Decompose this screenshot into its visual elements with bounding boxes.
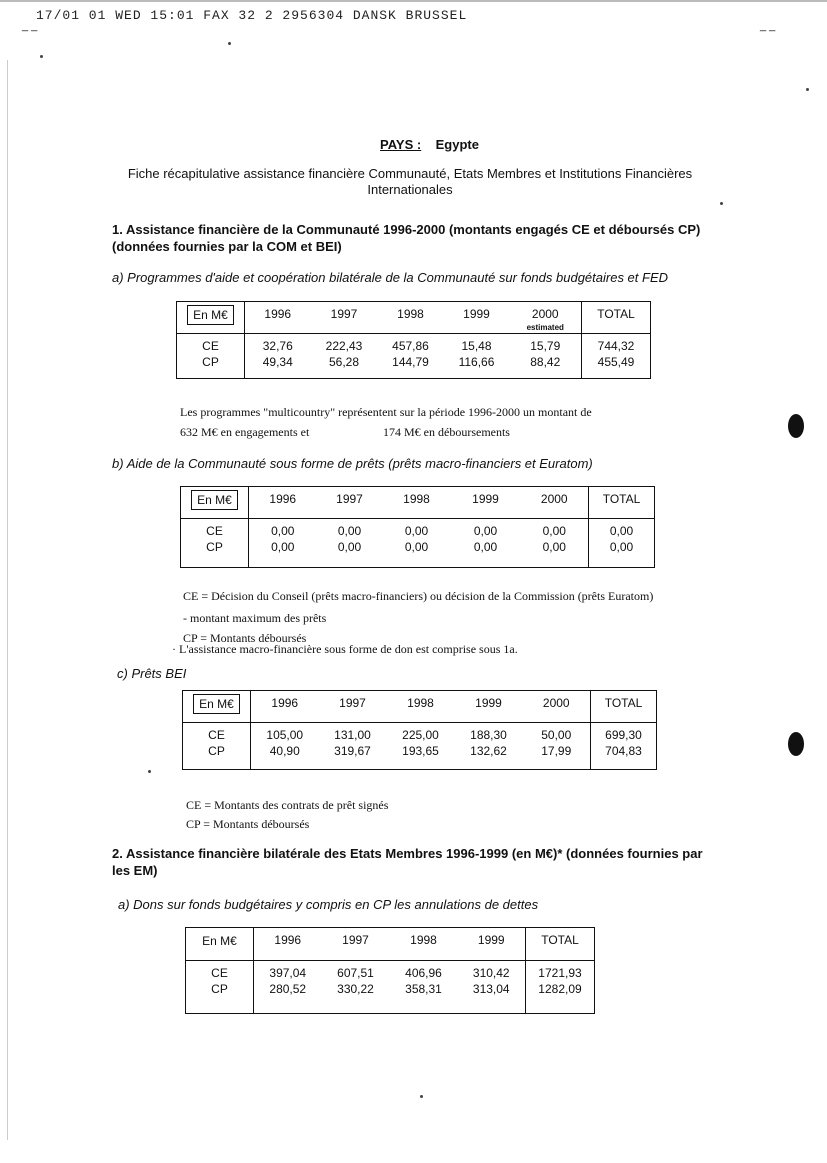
cell-value: 0,00 — [404, 524, 429, 538]
fax-header: 17/01 01 WED 15:01 FAX 32 2 2956304 DANSK BRUSSEL — [36, 8, 468, 23]
year-header: 1998 — [410, 933, 437, 947]
year-header: 1997 — [339, 696, 366, 710]
row-label: CE — [208, 728, 225, 742]
cell-value: 32,76 — [262, 339, 293, 353]
scan-speck — [806, 88, 809, 91]
cell-value: 330,22 — [337, 982, 374, 996]
cell-value: 17,99 — [541, 744, 572, 758]
cell-value: 0,00 — [542, 540, 566, 554]
cell-value: 222,43 — [325, 339, 363, 353]
total-value: 744,32 — [597, 339, 635, 353]
bei-note: CE = Montants des contrats de prêt signés — [186, 798, 389, 812]
cell-value: 280,52 — [269, 982, 307, 996]
section1a-caption: a) Programmes d'aide et coopération bilatérale de la Communauté sur fonds budgétaires et FED — [112, 270, 669, 285]
table-1c — [182, 690, 657, 770]
section1c-caption: c) Prêts BEI — [117, 666, 187, 681]
page-subtitle: Fiche récapitulative assistance financière Communauté, Etats Membres et Institutions Financières Internationales — [127, 166, 693, 197]
total-header: TOTAL — [589, 487, 655, 519]
total-header: TOTAL — [582, 302, 651, 334]
cell-value: 457,86 — [392, 339, 429, 353]
loan-note: · L'assistance macro-financière sous forme de don est comprise sous 1a. — [172, 642, 518, 656]
cell-value: 607,51 — [337, 966, 374, 980]
page-mark-right: _ _ — [760, 20, 776, 32]
cell-value: 0,00 — [271, 524, 295, 538]
cell-value: 313,04 — [472, 982, 510, 996]
cell-value: 144,79 — [392, 355, 429, 369]
hole-punch-mark — [788, 732, 804, 756]
cell-value: 131,00 — [334, 728, 371, 742]
total-value: 1721,93 — [538, 966, 582, 980]
year-header: 1998 — [403, 492, 430, 506]
cell-value: 15,48 — [461, 339, 492, 353]
year-header: 1996 — [271, 696, 299, 710]
cell-value: 56,28 — [328, 355, 360, 369]
table-1b — [180, 486, 655, 568]
cell-value: 49,34 — [262, 355, 293, 369]
multicountry-disbursements: 174 M€ en déboursements — [383, 425, 510, 439]
year-header: 1998 — [407, 696, 434, 710]
cell-value: 0,00 — [542, 524, 566, 538]
cell-value: 88,42 — [530, 355, 561, 369]
cell-value: 193,65 — [402, 744, 439, 758]
total-value: 1282,09 — [538, 982, 582, 996]
year-header: 2000 — [542, 696, 570, 710]
year-header: 1997 — [342, 933, 369, 947]
row-label: CE — [202, 339, 219, 353]
cell-value: 188,30 — [470, 728, 507, 742]
multicountry-note: Les programmes "multicountry" représentent sur la période 1996-2000 un montant de — [180, 405, 592, 419]
cell-value: 406,96 — [405, 966, 442, 980]
year-header: 1999 — [472, 492, 499, 506]
cell-value: 0,00 — [473, 524, 498, 538]
year-header: 1996 — [269, 492, 297, 506]
unit-header: En M€ — [186, 928, 254, 961]
section1b-caption: b) Aide de la Communauté sous forme de prêts (prêts macro-financiers et Euratom) — [112, 456, 593, 471]
bei-note: CP = Montants déboursés — [186, 817, 310, 831]
page-title — [380, 137, 479, 152]
cell-value: 132,62 — [470, 744, 507, 758]
unit-header: En M€ — [181, 487, 249, 519]
cell-value: 310,42 — [472, 966, 510, 980]
hole-punch-mark — [788, 414, 804, 438]
year-header: 1997 — [330, 307, 358, 321]
year-header: 1999 — [463, 307, 490, 321]
loan-note: CE = Décision du Conseil (prêts macro-financiers) ou décision de la Commission (prêts Euratom) — [183, 589, 654, 603]
total-value: 699,30 — [605, 728, 642, 742]
page-mark-left: _ _ — [22, 20, 38, 32]
cell-value: 40,90 — [269, 744, 300, 758]
year-header: 1997 — [336, 492, 363, 506]
total-value: 704,83 — [605, 744, 642, 758]
cell-value: 50,00 — [541, 728, 572, 742]
table-row — [181, 519, 655, 568]
cell-value: 116,66 — [458, 355, 495, 369]
section2-heading: 2. Assistance financière bilatérale des Etats Membres 1996-1999 (en M€)* (données fournies par les EM) — [112, 846, 703, 878]
year-header: 2000 — [540, 492, 568, 506]
year-header: 1999 — [475, 696, 502, 710]
scan-speck — [720, 202, 723, 205]
table-2a — [185, 927, 595, 1014]
unit-header: En M€ — [183, 691, 251, 723]
scan-edge-line — [0, 0, 827, 2]
row-label: CP — [211, 982, 228, 996]
section1-heading: 1. Assistance financière de la Communauté 1996-2000 (montants engagés CE et déboursés CP) (données fournies par la COM et BEI) — [112, 222, 701, 254]
scan-speck — [228, 42, 231, 45]
cell-value: 15,79 — [530, 339, 561, 353]
loan-note: CP = Montants déboursés — [183, 631, 307, 645]
cell-value: 0,00 — [337, 524, 362, 538]
loan-note: - montant maximum des prêts — [183, 611, 327, 625]
table-1a — [176, 301, 651, 379]
row-label: CE — [206, 524, 223, 538]
section2a-caption: a) Dons sur fonds budgétaires y compris en CP les annulations de dettes — [118, 897, 539, 912]
year-header: 1998 — [397, 307, 424, 321]
cell-value: 0,00 — [337, 540, 362, 554]
row-label: CP — [208, 744, 225, 758]
total-value: 455,49 — [597, 355, 635, 369]
row-label: CP — [206, 540, 223, 554]
total-value: 0,00 — [609, 524, 634, 538]
loan-note-text: L'assistance macro-financière sous forme de don est comprise sous 1a. — [179, 642, 518, 656]
cell-value: 105,00 — [266, 728, 304, 742]
estimated-note: estimated — [526, 323, 564, 332]
table-row — [183, 723, 657, 770]
year-header: 1999 — [477, 933, 505, 947]
table-row — [177, 334, 651, 379]
multicountry-commitments: 632 M€ en engagements et — [180, 425, 310, 439]
cell-value: 0,00 — [271, 540, 295, 554]
year-header: 1996 — [274, 933, 302, 947]
scan-speck — [40, 55, 43, 58]
cell-value: 358,31 — [405, 982, 442, 996]
year-header: 2000 estimated — [510, 302, 582, 334]
cell-value: 225,00 — [402, 728, 439, 742]
total-value: 0,00 — [609, 540, 634, 554]
country-label: PAYS : — [380, 137, 422, 152]
scan-margin-line — [7, 60, 8, 1140]
scan-speck — [148, 770, 151, 773]
total-header: TOTAL — [591, 691, 657, 723]
country-name: Egypte — [435, 137, 479, 152]
cell-value: 397,04 — [269, 966, 307, 980]
scan-speck — [420, 1095, 423, 1098]
cell-value: 0,00 — [473, 540, 498, 554]
year-header: 1996 — [264, 307, 292, 321]
row-label: CP — [202, 355, 219, 369]
table-row — [186, 961, 595, 1014]
unit-header: En M€ — [177, 302, 245, 334]
cell-value: 0,00 — [404, 540, 429, 554]
row-label: CE — [211, 966, 228, 980]
cell-value: 319,67 — [334, 744, 371, 758]
total-header: TOTAL — [526, 928, 595, 961]
